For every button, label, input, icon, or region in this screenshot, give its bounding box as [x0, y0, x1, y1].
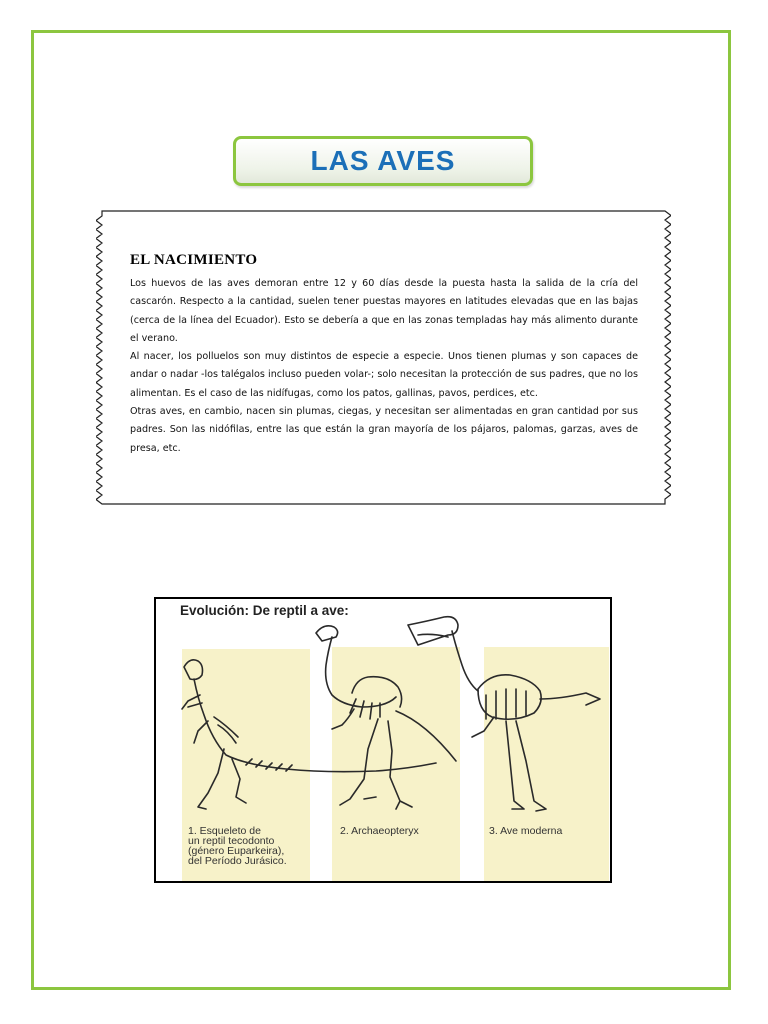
reptile-skeleton-icon: [182, 660, 436, 809]
paragraph-2: Al nacer, los polluelos son muy distintos de especie a especie. Unos tienen plumas y son capaces de andar o nadar -los talégalos incluso pueden volar-; solo necesitan la protección de sus padres, que no los alimentan. Es el caso de las nidífugas, como los patos, gallinas, pavos, perdices, etc.: [130, 351, 638, 399]
evolution-figure: [154, 597, 612, 883]
figure-title: Evolución: De reptil a ave:: [180, 603, 349, 618]
caption-modern-bird: 3. Ave moderna: [489, 825, 563, 837]
text-panel: [130, 252, 638, 458]
paragraph-3: Otras aves, en cambio, nacen sin plumas, ciegas, y necesitan ser alimentadas en gran cantidad por sus padres. Son las nidófilas, entre las que están la gran mayoría de los pájaros, palomas, garzas, aves de presa, etc.: [130, 406, 638, 454]
caption-reptile: 1. Esqueleto de un reptil tecodonto (género Euparkeira), del Período Jurásico.: [188, 825, 287, 867]
title-banner: [233, 136, 533, 186]
section-heading: EL NACIMIENTO: [130, 252, 258, 268]
archaeopteryx-skeleton-icon: [316, 626, 456, 809]
modern-bird-skeleton-icon: [408, 617, 600, 811]
paragraph-1: Los huevos de las aves demoran entre 12 y 60 días desde la puesta hasta la salida de la cría del cascarón. Respecto a la cantidad, suelen tener puestas mayores en latitudes elevadas que en las bajas (cerca de la línea del Ecuador). Esto se debería a que en las zonas templadas hay más alimento durante el verano.: [130, 278, 638, 344]
page-title: LAS AVES: [310, 145, 456, 176]
caption-archaeopteryx: 2. Archaeopteryx: [340, 825, 419, 837]
